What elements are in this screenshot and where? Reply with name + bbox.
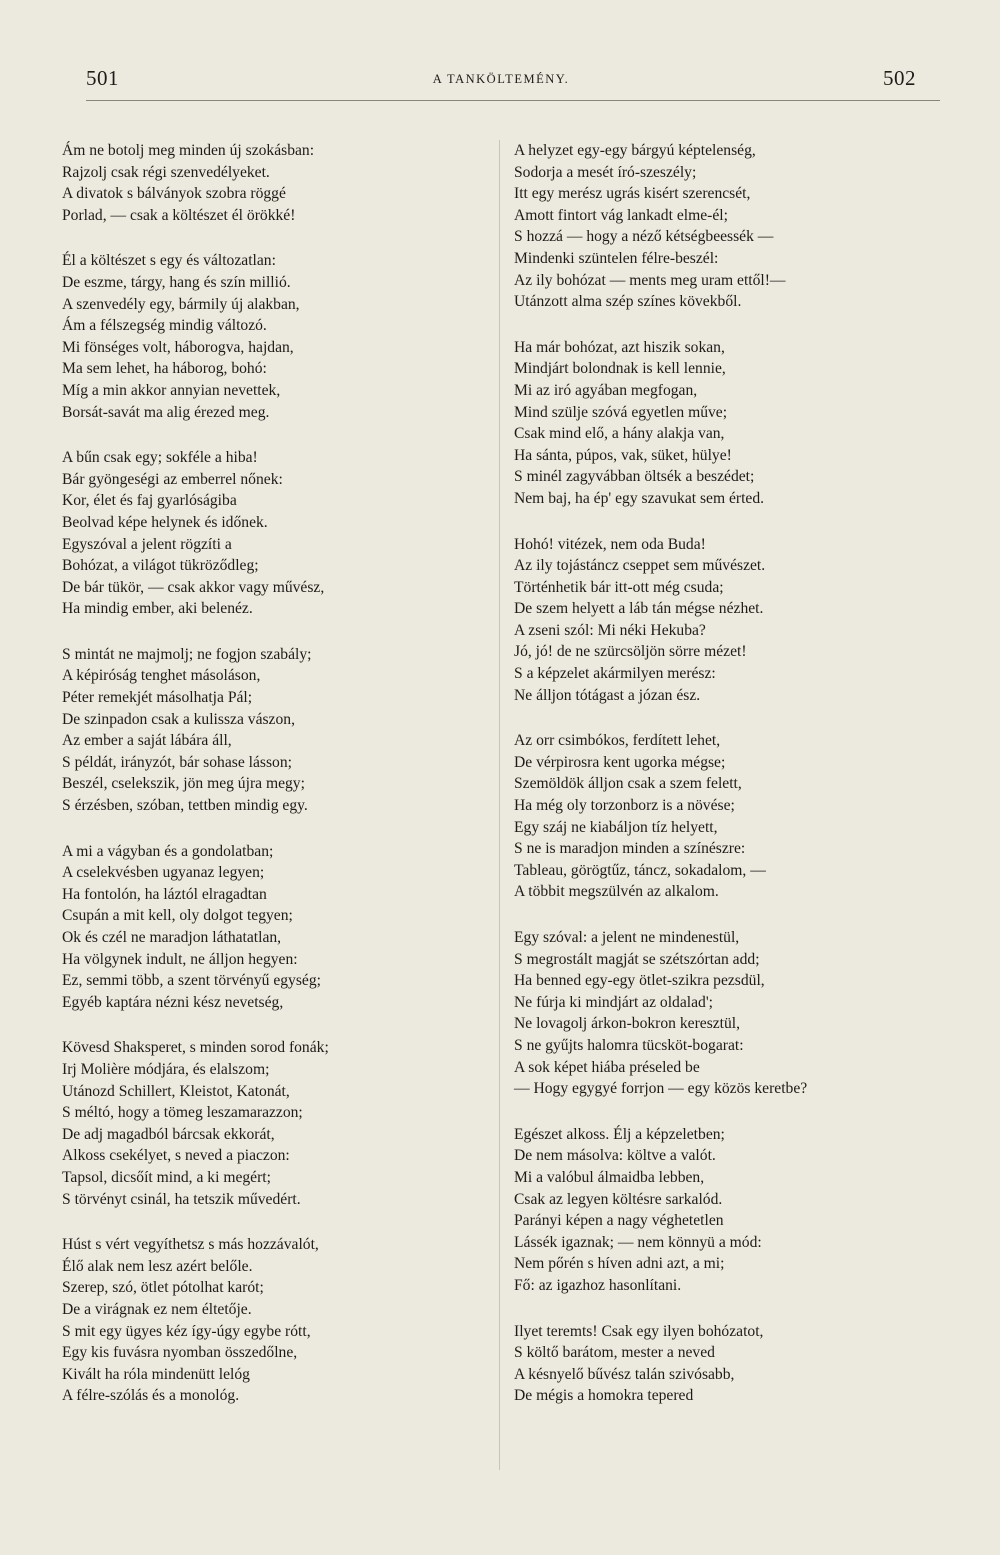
stanza xyxy=(62,841,492,1014)
verse-line: De vérpirosra kent ugorka mégse; xyxy=(514,753,726,771)
verse-line: Nem baj, ha ép' egy szavukat sem érted. xyxy=(514,489,765,507)
verse-line: A félre-szólás és a monológ. xyxy=(62,1387,240,1405)
verse-line: De mégis a homokra tepered xyxy=(514,1387,694,1405)
verse-line: Ha völgynek indult, ne álljon hegyen: xyxy=(62,950,298,968)
verse-line: Beszél, cselekszik, jön meg újra megy; xyxy=(62,775,305,793)
verse-line: Borsát-savát ma alig érezed meg. xyxy=(62,403,270,421)
verse-line: Az orr csimbókos, ferdített lehet, xyxy=(514,732,721,750)
verse-line: Hohó! vitézek, nem oda Buda! xyxy=(514,535,706,553)
verse-line: Kivált ha róla mindenütt lelóg xyxy=(62,1365,250,1383)
verse-line: Ha már bohózat, azt hiszik sokan, xyxy=(514,338,725,356)
stanza xyxy=(514,534,944,707)
verse-line: Lássék igaznak; — nem könnyü a mód: xyxy=(514,1233,762,1251)
verse-line: Péter remekjét másolhatja Pál; xyxy=(62,689,253,707)
verse-line: Ám ne botolj meg minden új szokásban: xyxy=(62,142,315,159)
stanza xyxy=(62,1037,492,1210)
verse-line: Egy kis fuvásra nyomban összedőlne, xyxy=(62,1344,298,1362)
verse-line: Amott fintort vág lankadt elme-él; xyxy=(514,206,728,224)
verse-line: Mindjárt bolondnak is kell lennie, xyxy=(514,360,726,378)
verse-line: Sodorja a mesét író-szeszély; xyxy=(514,163,697,181)
verse-line: Tapsol, dicsőít mind, a ki megért; xyxy=(62,1168,271,1186)
right-column xyxy=(514,140,944,1431)
verse-line: A sok képet hiába préseled be xyxy=(514,1058,700,1076)
stanza xyxy=(62,644,492,817)
verse-line: S megrostált magját se szétszórtan add; xyxy=(514,950,760,968)
verse-line: Történhetik bár itt-ott még csuda; xyxy=(514,578,724,596)
verse-line: Él a költészet s egy és változatlan: xyxy=(62,252,276,270)
stanza xyxy=(514,140,944,313)
running-title: A TANKÖLTEMÉNY. xyxy=(432,72,570,86)
verse-line: Ne lovagolj árkon-bokron keresztül, xyxy=(514,1015,741,1033)
verse-line: S ne gyűjts halomra tücsköt-bogarat: xyxy=(514,1036,744,1054)
stanza xyxy=(62,140,492,226)
verse-line: De bár tükör, — csak akkor vagy művész, xyxy=(62,578,325,596)
verse-line: A többit megszülvén az alkalom. xyxy=(514,883,719,901)
verse-line: Utánzott alma szép színes kövekből. xyxy=(514,293,742,311)
verse-line: Ne álljon tótágast a józan ész. xyxy=(514,686,701,704)
verse-line: Porlad, — csak a költészet él örökké! xyxy=(62,206,296,224)
verse-line: De szem helyett a láb tán mégse nézhet. xyxy=(514,600,764,618)
stanza xyxy=(514,1321,944,1407)
verse-line: De szinpadon csak a kulissza vászon, xyxy=(62,710,295,728)
verse-line: Az ily tojástáncz cseppet sem művészet. xyxy=(514,557,766,575)
verse-line: De eszme, tárgy, hang és szín millió. xyxy=(62,273,291,291)
verse-line: Alkoss csekélyet, s neved a piaczon: xyxy=(62,1147,290,1165)
verse-line: Csupán a mit kell, oly dolgot tegyen; xyxy=(62,907,293,925)
verse-line: Parányi képen a nagy véghetetlen xyxy=(514,1212,724,1230)
verse-line: Ma sem lehet, ha háborog, bohó: xyxy=(62,360,267,378)
verse-line: De nem másolva: költve a valót. xyxy=(514,1147,716,1165)
verse-line: Ha benned egy-egy ötlet-szikra pezsdül, xyxy=(514,972,765,990)
verse-line: A képiróság tenghet másoláson, xyxy=(62,667,261,685)
verse-line: Élő alak nem lesz azért belőle. xyxy=(62,1257,253,1275)
verse-line: Ám a félszegség mindig változó. xyxy=(62,317,267,335)
verse-line: Egyéb kaptára nézni kész nevetség, xyxy=(62,993,284,1011)
verse-line: Bohózat, a világot tükröződleg; xyxy=(62,557,259,575)
verse-line: Kor, élet és faj gyarlóságiba xyxy=(62,492,237,510)
verse-line: A divatok s bálványok szobra röggé xyxy=(62,185,286,203)
verse-line: Mind szülje szóvá egyetlen műve; xyxy=(514,403,728,421)
verse-line: Mi a valóbul álmaidba lebben, xyxy=(514,1168,705,1186)
verse-line: S méltó, hogy a tömeg leszamarazzon; xyxy=(62,1104,303,1122)
verse-line: A bűn csak egy; sokféle a hiba! xyxy=(62,449,258,467)
page-header xyxy=(86,66,916,102)
stanza xyxy=(514,1124,944,1297)
verse-line: Fő: az igazhoz hasonlítani. xyxy=(514,1276,682,1294)
verse-line: Csak az legyen költésre sarkalód. xyxy=(514,1190,723,1208)
verse-line: Jó, jó! de ne szürcsöljön sörre mézet! xyxy=(514,643,747,661)
verse-line: Ha fontolón, ha láztól elragadtan xyxy=(62,885,267,903)
verse-line: De a virágnak ez nem éltetője. xyxy=(62,1300,252,1318)
verse-line: S törvényt csinál, ha tetszik művedért. xyxy=(62,1190,301,1208)
left-page-number: 501 xyxy=(86,66,119,90)
header-rule xyxy=(86,100,940,101)
verse-line: Egyszóval a jelent rögzíti a xyxy=(62,535,232,553)
verse-line: Ok és czél ne maradjon láthatatlan, xyxy=(62,929,282,946)
left-column xyxy=(62,140,492,1431)
verse-line: S minél zagyvábban öltsék a beszédet; xyxy=(514,468,755,486)
verse-line: A szenvedély egy, bármily új alakban, xyxy=(62,295,300,313)
verse-line: S hozzá — hogy a néző kétségbeessék — xyxy=(514,228,774,246)
verse-line: Bár gyöngeségi az emberrel nőnek: xyxy=(62,470,283,488)
verse-line: S a képzelet akármilyen merész: xyxy=(514,665,716,683)
stanza xyxy=(62,250,492,423)
verse-line: — Hogy egygyé forrjon — egy közös keretbe? xyxy=(514,1080,808,1098)
verse-line: A helyzet egy-egy bárgyú képtelenség, xyxy=(514,142,756,159)
verse-line: Rajzolj csak régi szenvedélyeket. xyxy=(62,163,270,181)
stanza xyxy=(514,927,944,1100)
verse-line: A mi a vágyban és a gondolatban; xyxy=(62,842,274,860)
verse-line: Itt egy merész ugrás kisért szerencsét, xyxy=(514,185,751,203)
right-page-number: 502 xyxy=(883,66,916,90)
verse-line: Ha mindig ember, aki belenéz. xyxy=(62,600,253,618)
verse-line: S mit egy ügyes kéz így-úgy egybe rótt, xyxy=(62,1322,311,1340)
verse-line: S példát, irányzót, bár sohase lásson; xyxy=(62,753,292,771)
verse-line: Egészet alkoss. Élj a képzeletben; xyxy=(514,1125,725,1143)
verse-line: Míg a min akkor annyian nevettek, xyxy=(62,381,281,399)
verse-line: Utánozd Schillert, Kleistot, Katonát, xyxy=(62,1082,290,1100)
verse-line: Tableau, görögtűz, táncz, sokadalom, — xyxy=(514,861,766,879)
column-divider xyxy=(499,140,500,1470)
verse-line: Az ember a saját lábára áll, xyxy=(62,732,232,750)
verse-line: Húst s vért vegyíthetsz s más hozzávalót, xyxy=(62,1236,319,1254)
verse-line: Mi fönséges volt, háborogva, hajdan, xyxy=(62,338,294,356)
verse-line: A cselekvésben ugyanaz legyen; xyxy=(62,864,265,882)
verse-line: Irj Molière módjára, és elalszom; xyxy=(62,1060,270,1078)
verse-line: Egy száj ne kiabáljon tíz helyett, xyxy=(514,818,718,836)
verse-line: Nem pőrén s híven adni azt, a mi; xyxy=(514,1255,725,1273)
verse-line: Ilyet teremts! Csak egy ilyen bohózatot, xyxy=(514,1322,764,1340)
verse-line: Ha sánta, púpos, vak, süket, hülye! xyxy=(514,446,732,464)
verse-line: S ne is maradjon minden a színészre: xyxy=(514,840,746,858)
verse-line: A zseni szól: Mi néki Hekuba? xyxy=(514,621,706,639)
stanza xyxy=(514,337,944,510)
verse-line: Ne fúrja ki mindjárt az oldalad'; xyxy=(514,993,713,1011)
verse-line: S költő barátom, mester a neved xyxy=(514,1344,715,1362)
verse-line: Mi az iró agyában megfogan, xyxy=(514,381,698,399)
verse-line: S mintát ne majmolj; ne fogjon szabály; xyxy=(62,645,312,663)
verse-line: Mindenki szüntelen félre-beszél: xyxy=(514,249,719,267)
verse-line: Beolvad képe helynek és időnek. xyxy=(62,513,268,531)
stanza xyxy=(62,1234,492,1407)
verse-line: Szemöldök álljon csak a szem felett, xyxy=(514,775,742,793)
stanza xyxy=(62,447,492,620)
verse-line: Ez, semmi több, a szent törvényű egység; xyxy=(62,972,321,990)
verse-line: S érzésben, szóban, tettben mindig egy. xyxy=(62,797,308,815)
verse-line: De adj magadból bárcsak ekkorát, xyxy=(62,1125,275,1143)
verse-line: Szerep, szó, ötlet pótolhat karót; xyxy=(62,1279,264,1297)
verse-line: Ha még oly torzonborz is a növése; xyxy=(514,797,735,815)
verse-line: Kövesd Shaksperet, s minden sorod fonák; xyxy=(62,1039,329,1057)
verse-line: Egy szóval: a jelent ne mindenestül, xyxy=(514,929,740,946)
verse-line: A késnyelő bűvész talán szivósabb, xyxy=(514,1365,735,1383)
stanza xyxy=(514,730,944,903)
verse-line: Csak mind elő, a hány alakja van, xyxy=(514,425,725,443)
verse-line: Az ily bohózat — ments meg uram ettől!— xyxy=(514,271,786,289)
